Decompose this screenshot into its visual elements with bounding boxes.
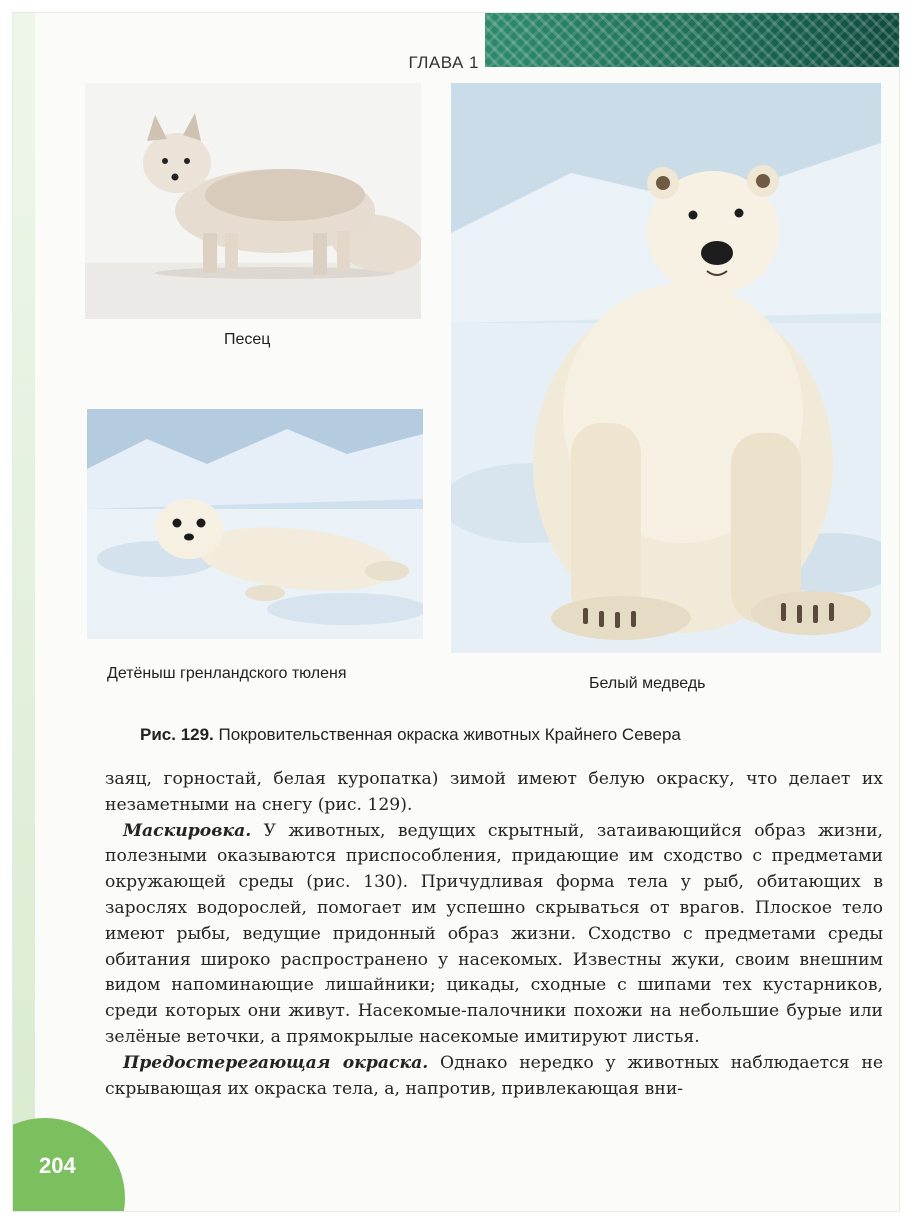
fox-caption: Песец (224, 331, 271, 348)
figure-title (140, 725, 880, 745)
body-text (105, 767, 883, 1102)
arctic-fox-photo (85, 83, 421, 319)
paragraph-3-text: Однако нередко у животных наблюдается не скрывающая их окраска тела, а, напротив, привлекающая вни- (105, 1052, 883, 1099)
paragraph-2 (105, 819, 883, 1051)
page-number: 204 (39, 1153, 76, 1178)
page-margin-strip (13, 13, 35, 1211)
textbook-page (12, 12, 900, 1212)
polar-bear-photo (451, 83, 881, 653)
term-warning-coloration: Предостерегающая окраска. (123, 1052, 429, 1073)
paragraph-3 (105, 1051, 883, 1103)
paragraph-2-text: У животных, ведущих скрытный, затаивающийся образ жизни, полезными оказываются приспособления, придающие им сходство с предметами окружающей среды (рис. 130). Причудливая форма тела у рыб, обитающих в зарослях водорослей, помогает им успешно скрываться от врагов. Плоское тело имеют рыбы, ведущие придонный образ жизни. Сходство с предметами среды обитания широко распространено у насекомых. Известны жуки, своим внешним видом напоминающие лишайники; цикады, сходные с шипами тех кустарников, среди которых они живут. Насекомые-палочники похожи на небольшие бурые или зелёные веточки, а прямокрылые насекомые имитируют листья. (105, 820, 883, 1047)
header-decoration (485, 13, 899, 67)
figure-label: Рис. 129. (140, 725, 214, 744)
term-camouflage: Маскировка. (123, 820, 252, 841)
paragraph-1: заяц, горностай, белая куропатка) зимой имеют белую окраску, что делает их незаметными на снегу (рис. 129). (105, 769, 883, 815)
bear-caption: Белый медведь (589, 675, 706, 692)
figure-title-text: Покровительственная окраска животных Крайнего Севера (218, 725, 681, 744)
seal-pup-photo (87, 409, 423, 639)
seal-caption: Детёныш гренландского тюленя (107, 665, 347, 682)
chapter-heading: ГЛАВА 1 (408, 53, 479, 72)
